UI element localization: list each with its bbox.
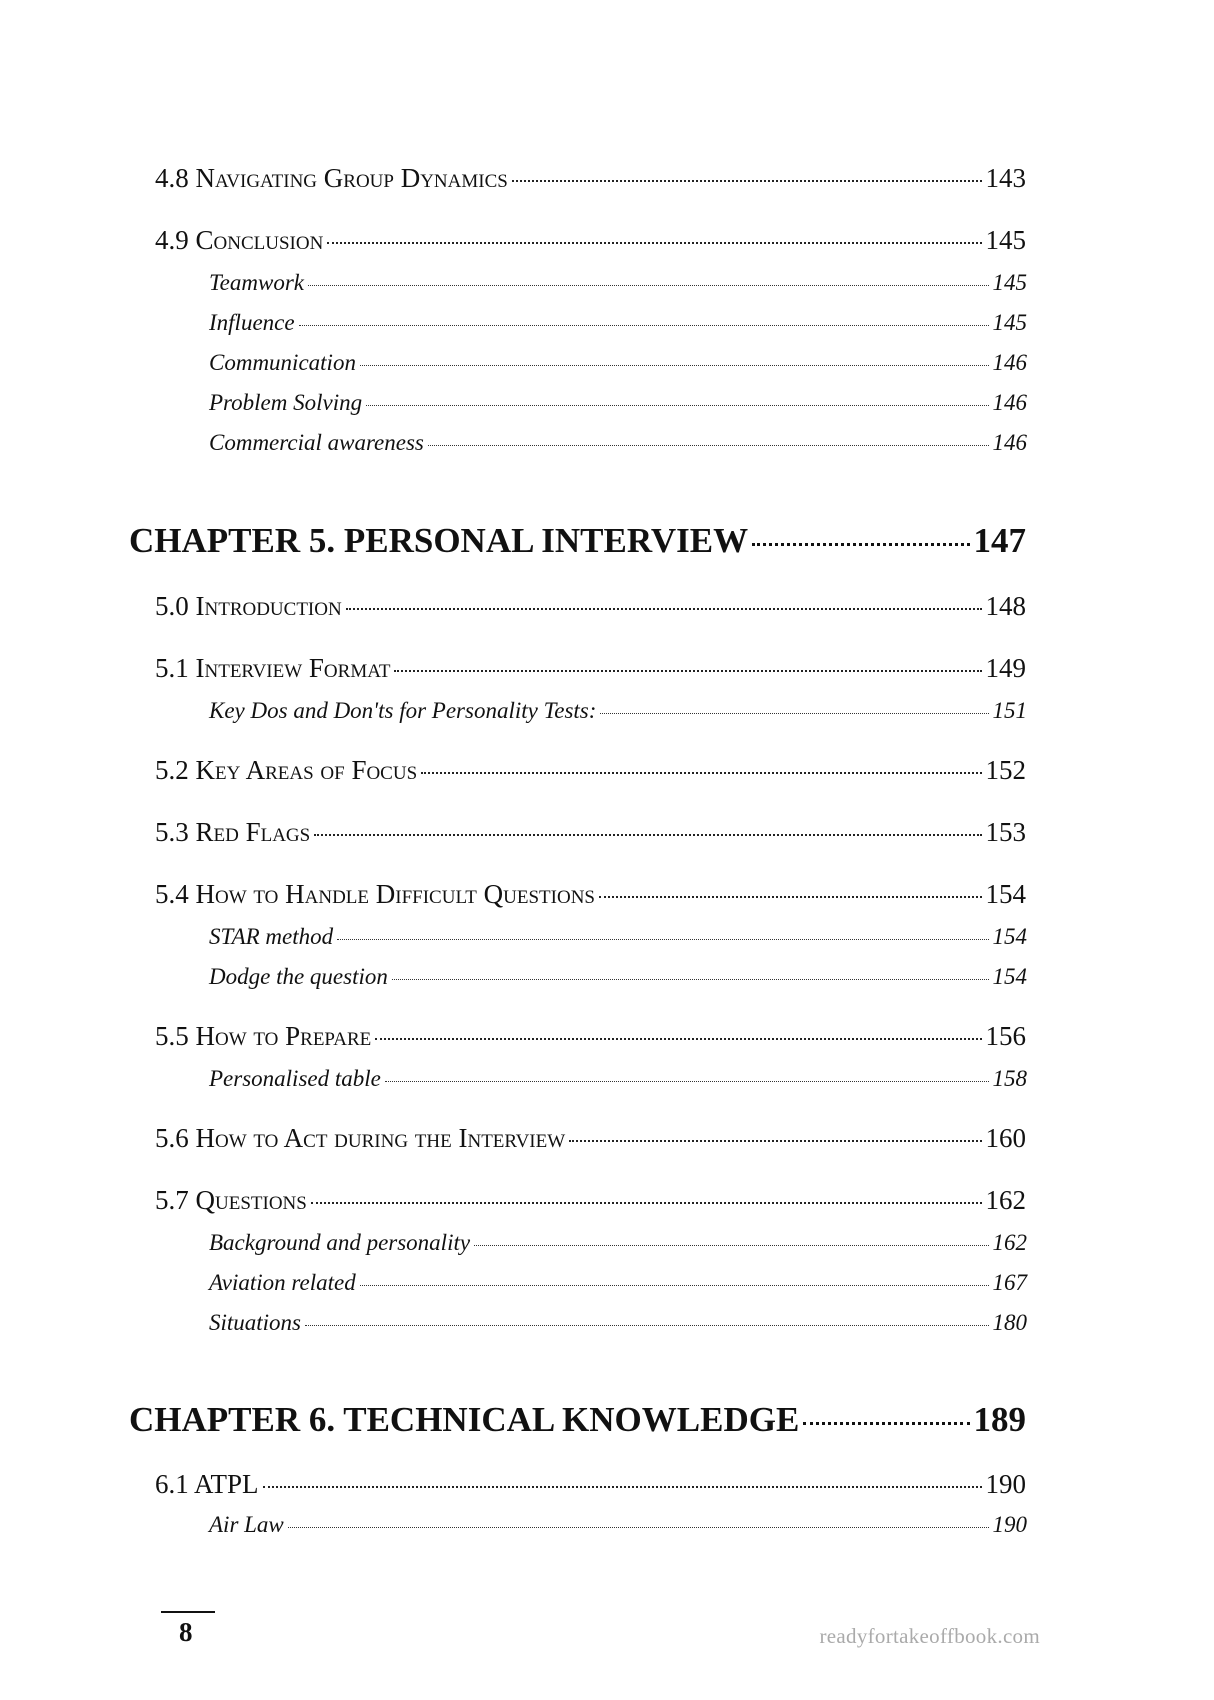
- toc-entry-title: Teamwork: [209, 270, 304, 295]
- dot-leader: [308, 285, 989, 286]
- toc-entry-title: Key Dos and Don'ts for Personality Tests:: [209, 698, 597, 723]
- toc-entry-title: Problem Solving: [209, 390, 363, 415]
- toc-entry-page: 145: [992, 270, 1027, 295]
- toc-subentry[interactable]: [209, 924, 1027, 950]
- toc-entry-page: 146: [992, 350, 1027, 375]
- toc-entry-page: 152: [985, 755, 1026, 785]
- toc-subentry[interactable]: [209, 270, 1027, 296]
- toc-chapter[interactable]: [129, 1400, 1026, 1440]
- toc-entry-page: 153: [985, 817, 1026, 847]
- toc-entry-page: 190: [985, 1469, 1026, 1499]
- dot-leader: [600, 713, 988, 714]
- toc-entry-page: 158: [992, 1066, 1027, 1091]
- toc-entry-page: 143: [985, 163, 1026, 193]
- toc-entry[interactable]: [155, 1021, 1026, 1052]
- dot-leader: [394, 670, 981, 672]
- toc-entry[interactable]: [155, 1469, 1026, 1500]
- toc-subentry[interactable]: [209, 1066, 1027, 1092]
- dot-leader: [428, 445, 989, 446]
- toc-entry-title: Background and personality: [209, 1230, 471, 1255]
- toc-entry-title: 5.0 Introduction: [155, 591, 342, 621]
- dot-leader: [305, 1325, 988, 1326]
- toc-entry-title: 5.4 How to Handle Difficult Questions: [155, 879, 595, 909]
- footer-rule: [161, 1611, 215, 1613]
- toc-entry-title: Air Law: [209, 1512, 284, 1537]
- toc-entry-page: 180: [992, 1310, 1027, 1335]
- toc-entry[interactable]: [155, 1123, 1026, 1154]
- toc-entry-title: Influence: [209, 310, 295, 335]
- toc-entry-title: Commercial awareness: [209, 430, 424, 455]
- dot-leader: [375, 1038, 981, 1040]
- toc-entry-page: 146: [992, 430, 1027, 455]
- toc-entry-title: Personalised table: [209, 1066, 381, 1091]
- toc-entry-title: 5.7 Questions: [155, 1185, 307, 1215]
- toc-entry-page: 148: [985, 591, 1026, 621]
- dot-leader: [360, 1285, 989, 1286]
- toc-entry[interactable]: [155, 817, 1026, 848]
- dot-leader: [512, 180, 982, 182]
- toc-chapter[interactable]: [129, 521, 1026, 561]
- toc-entry-page: 149: [985, 653, 1026, 683]
- toc-subentry[interactable]: [209, 310, 1027, 336]
- dot-leader: [299, 325, 989, 326]
- toc-entry[interactable]: [155, 225, 1026, 256]
- dot-leader: [421, 772, 981, 774]
- toc-entry-title: 4.9 Conclusion: [155, 225, 324, 255]
- toc-entry[interactable]: [155, 1185, 1026, 1216]
- page-number: 8: [179, 1617, 193, 1647]
- toc-entry-title: 6.1 ATPL: [155, 1469, 259, 1499]
- dot-leader: [337, 939, 988, 940]
- toc-entry[interactable]: [155, 163, 1026, 194]
- toc-entry-title: 5.3 Red Flags: [155, 817, 311, 847]
- toc-entry-page: 162: [985, 1185, 1026, 1215]
- dot-leader: [314, 834, 981, 836]
- toc-entry[interactable]: [155, 653, 1026, 684]
- dot-leader: [263, 1486, 982, 1488]
- toc-entry-page: 151: [992, 698, 1027, 723]
- toc-entry-page: 162: [992, 1230, 1027, 1255]
- footer-website: readyfortakeoffbook.com: [819, 1624, 1040, 1648]
- dot-leader: [346, 608, 982, 610]
- toc-entry[interactable]: [155, 755, 1026, 786]
- toc-entry-page: 145: [985, 225, 1026, 255]
- toc-entry-title: 4.8 Navigating Group Dynamics: [155, 163, 508, 193]
- dot-leader: [803, 1422, 969, 1425]
- toc-entry-title: 5.5 How to Prepare: [155, 1021, 372, 1051]
- dot-leader: [360, 365, 989, 366]
- toc-subentry[interactable]: [209, 350, 1027, 376]
- toc-entry-page: 167: [992, 1270, 1027, 1295]
- toc-chapter-page: 147: [973, 521, 1026, 560]
- toc-entry-page: 160: [985, 1123, 1026, 1153]
- dot-leader: [288, 1527, 989, 1528]
- toc-entry-title: 5.2 Key Areas of Focus: [155, 755, 418, 785]
- toc-subentry[interactable]: [209, 1230, 1027, 1256]
- toc-subentry[interactable]: [209, 1270, 1027, 1296]
- toc-subentry[interactable]: [209, 430, 1027, 456]
- toc-entry-page: 190: [992, 1512, 1027, 1537]
- toc-chapter-title: CHAPTER 5. PERSONAL INTERVIEW: [129, 521, 749, 560]
- toc-subentry[interactable]: [209, 964, 1027, 990]
- toc-entry[interactable]: [155, 591, 1026, 622]
- dot-leader: [385, 1081, 989, 1082]
- dot-leader: [569, 1140, 981, 1142]
- toc-entry[interactable]: [155, 879, 1026, 910]
- toc-entry-title: 5.6 How to Act during the Interview: [155, 1123, 566, 1153]
- toc-entry-title: Dodge the question: [209, 964, 388, 989]
- toc-entry-page: 154: [992, 964, 1027, 989]
- toc-entry-title: Aviation related: [209, 1270, 356, 1295]
- toc-subentry[interactable]: [209, 390, 1027, 416]
- toc-entry-page: 146: [992, 390, 1027, 415]
- dot-leader: [311, 1202, 982, 1204]
- toc-subentry[interactable]: [209, 698, 1027, 724]
- toc-entry-title: Situations: [209, 1310, 302, 1335]
- dot-leader: [366, 405, 988, 406]
- dot-leader: [752, 543, 969, 546]
- toc-entry-title: 5.1 Interview Format: [155, 653, 391, 683]
- dot-leader: [327, 242, 981, 244]
- toc-entry-page: 145: [992, 310, 1027, 335]
- dot-leader: [474, 1245, 988, 1246]
- toc-entry-page: 154: [985, 879, 1026, 909]
- toc-chapter-page: 189: [973, 1400, 1026, 1439]
- dot-leader: [392, 979, 989, 980]
- toc-entry-page: 156: [985, 1021, 1026, 1051]
- toc-subentry[interactable]: [209, 1310, 1027, 1336]
- dot-leader: [599, 896, 982, 898]
- toc-subentry[interactable]: [209, 1512, 1027, 1538]
- toc-chapter-title: CHAPTER 6. TECHNICAL KNOWLEDGE: [129, 1400, 800, 1439]
- toc-entry-title: STAR method: [209, 924, 334, 949]
- toc-entry-page: 154: [992, 924, 1027, 949]
- toc-entry-title: Communication: [209, 350, 356, 375]
